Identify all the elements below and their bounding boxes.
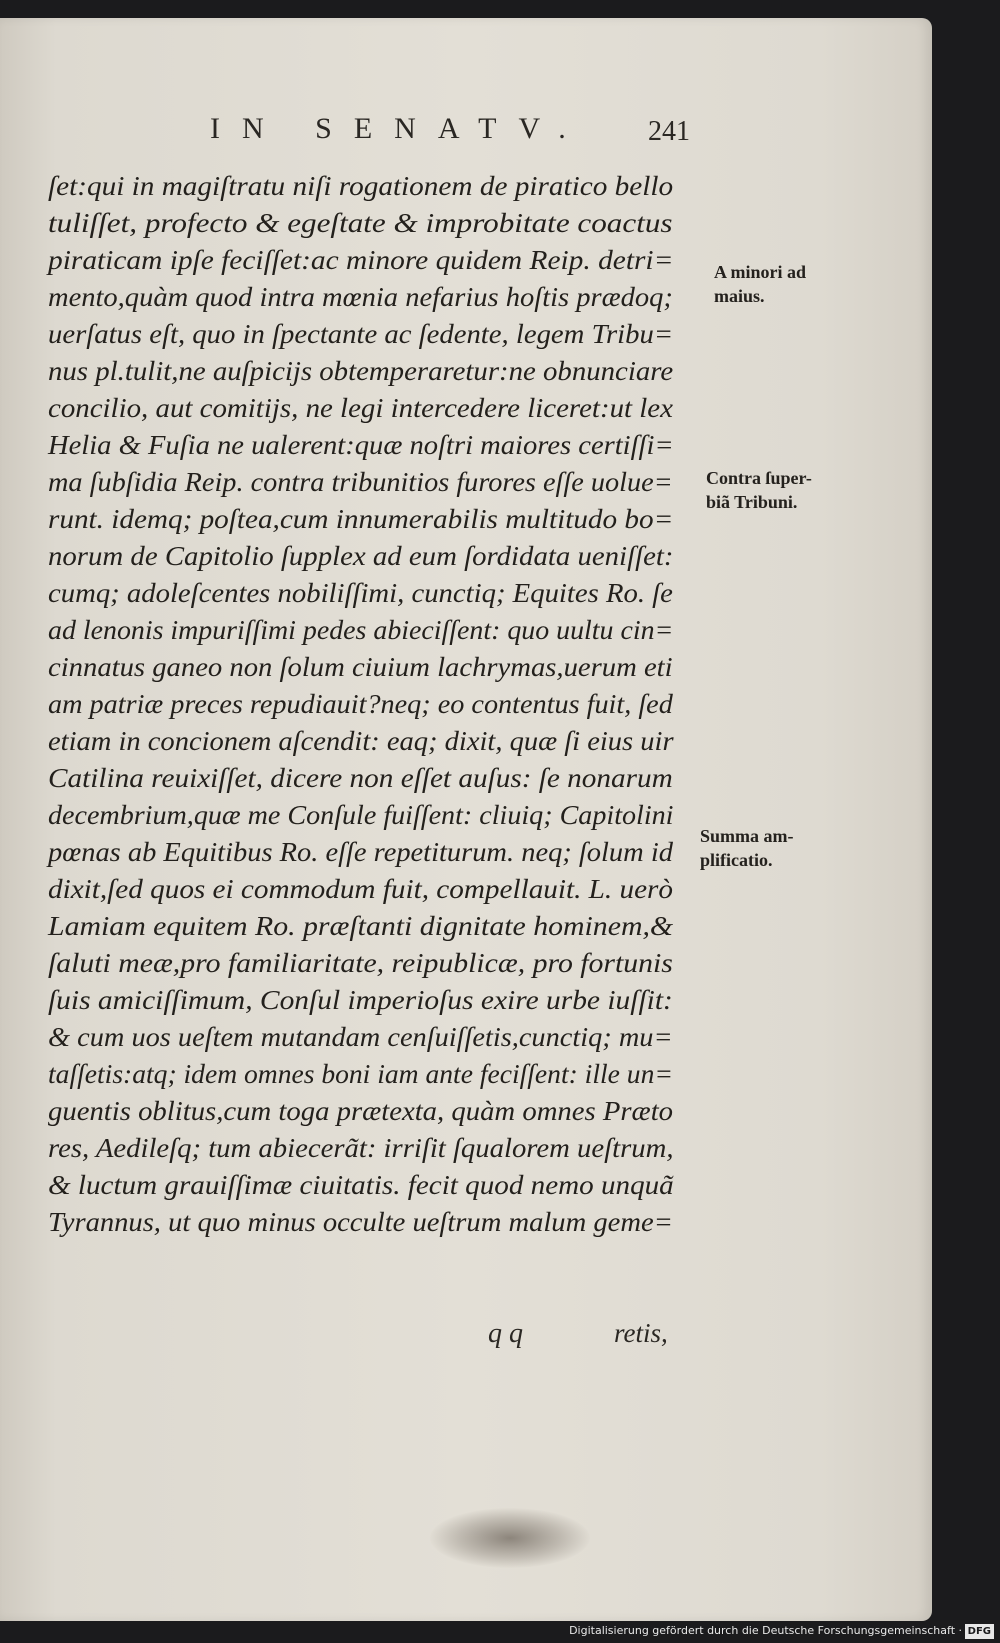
text-line: nus pl.tulit,ne auſpicijs obtemperaretur:ne obnunciare [48, 356, 674, 386]
signature-mark: q q [488, 1318, 523, 1349]
text-line: taſſetis:atq; idem omnes boni iam ante feciſſent: ille un= [48, 1059, 673, 1089]
marginal-note-line: maius. [714, 286, 765, 306]
text-line: dixit,ſed quos ei commodum fuit, compellauit. L. uerò [48, 874, 674, 904]
text-line: Lamiam equitem Ro. præſtanti dignitate hominem,& [48, 911, 674, 941]
text-line: concilio, aut comitijs, ne legi intercedere liceret:ut lex [48, 393, 673, 423]
marginal-note-line: biã Tribuni. [706, 492, 798, 512]
page-foot [0, 1318, 932, 1358]
text-line: Tyrannus, ut quo minus occulte ueſtrum malum geme= [48, 1207, 673, 1237]
text-line: guentis oblitus,cum toga prætexta, quàm omnes Præto [48, 1096, 674, 1126]
text-line: ſaluti meæ,pro familiaritate, reipublicæ, pro fortunis [48, 948, 673, 978]
text-line: ma ſubſidia Reip. contra tribunitios furores eſſe uolue= [48, 467, 673, 497]
marginal-note [700, 824, 794, 872]
marginal-note [706, 466, 812, 514]
text-line: mento,quàm quod intra mœnia nefarius hoſtis prædoq; [48, 282, 673, 312]
text-line: uerſatus eſt, quo in ſpectante ac ſedente, legem Tribu= [48, 319, 674, 349]
body-text [48, 168, 708, 1241]
marginal-note-line: Contra ſuper- [706, 468, 812, 488]
catchword: retis, [614, 1318, 668, 1348]
page-number: 241 [648, 116, 690, 147]
text-line: Catilina reuixiſſet, dicere non eſſet auſus: ſe nonarum [48, 763, 673, 793]
text-line: cumq; adoleſcentes nobiliſſimi, cunctiq; Equites Ro. ſe [48, 578, 673, 608]
marginal-note-line: plificatio. [700, 850, 773, 870]
book-page [0, 18, 932, 1621]
marginal-note-line: A minori ad [714, 262, 807, 282]
marginal-note [714, 260, 806, 308]
text-line: ſet:qui in magiſtratu niſi rogationem de piratico bello [48, 171, 674, 201]
text-line: piraticam ipſe feciſſet:ac minore quidem Reip. detri= [48, 245, 674, 275]
text-line: decembrium,quæ me Conſule fuiſſent: cliuiq; Capitolini [48, 800, 674, 830]
text-line: cinnatus ganeo non ſolum ciuium lachrymas,uerum eti [48, 652, 673, 682]
text-line: pœnas ab Equitibus Ro. eſſe repetiturum. neq; ſolum id [48, 837, 673, 867]
text-line: am patriæ preces repudiauit?neq; eo contentus fuit, ſed [48, 689, 673, 719]
text-line: norum de Capitolio ſupplex ad eum ſordidata ueniſſet: [48, 541, 674, 571]
text-line: Helia & Fuſia ne ualerent:quæ noſtri maiores certiſſi= [48, 430, 674, 460]
ink-smudge [430, 1508, 590, 1568]
text-line: etiam in concionem aſcendit: eaq; dixit, quæ ſi eius uir [48, 726, 674, 756]
dfg-logo-icon: DFG [965, 1624, 994, 1639]
text-line: & luctum grauiſſimæ ciuitatis. fecit quod nemo unquã [48, 1170, 674, 1200]
funding-credit: Digitalisierung gefördert durch die Deutsche Forschungsgemeinschaft · [569, 1624, 962, 1637]
marginal-note-line: Summa am- [700, 826, 794, 846]
text-line: runt. idemq; poſtea,cum innumerabilis multitudo bo= [48, 504, 674, 534]
running-head-title: IN SENATV. [210, 112, 588, 145]
running-head [0, 106, 932, 156]
text-line: ad lenonis impuriſſimi pedes abieciſſent: quo uultu cin= [48, 615, 674, 645]
text-line: res, Aedileſq; tum abiecerãt: irriſit ſqualorem ueſtrum, [48, 1133, 674, 1163]
text-line: tuliſſet, profecto & egeſtate & improbitate coactus [48, 208, 673, 238]
text-line: ſuis amiciſſimum, Conſul imperioſus exire urbe iuſſit: [48, 985, 673, 1015]
text-line: & cum uos ueſtem mutandam cenſuiſſetis,cunctiq; mu= [48, 1022, 673, 1052]
footer-bar [0, 1622, 1000, 1643]
